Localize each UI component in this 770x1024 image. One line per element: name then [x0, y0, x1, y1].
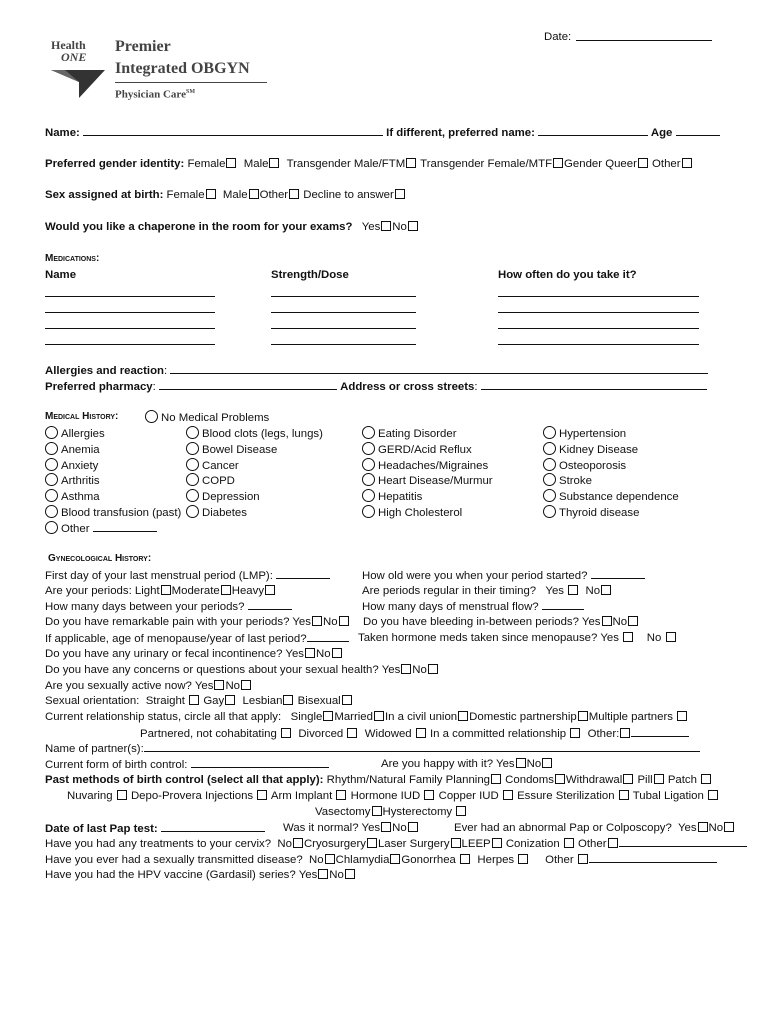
- gender-female-checkbox[interactable]: [226, 158, 236, 168]
- rel-single-checkbox[interactable]: [323, 711, 333, 721]
- cervix-conization-checkbox[interactable]: [564, 838, 574, 848]
- history-substance-dependence[interactable]: Substance dependence: [543, 489, 679, 504]
- days-flow-row: How many days of menstrual flow?: [362, 599, 584, 614]
- radio-icon: [45, 473, 58, 486]
- history-osteoporosis[interactable]: Osteoporosis: [543, 458, 626, 473]
- hormone-no-checkbox[interactable]: [666, 632, 676, 642]
- medical-history-title: Medical History:: [45, 411, 119, 422]
- history-eating-disorder[interactable]: Eating Disorder: [362, 426, 457, 441]
- active-yes-checkbox[interactable]: [214, 680, 224, 690]
- name-field[interactable]: [83, 125, 383, 136]
- flow-moderate-checkbox[interactable]: [221, 585, 231, 595]
- cervix-row: Have you had any treatments to your cervix? No Cryosurgery Laser Surgery LEEP Conization Other: [45, 836, 747, 851]
- method-hormone-iud-checkbox[interactable]: [424, 790, 434, 800]
- pain-yes-checkbox[interactable]: [312, 616, 322, 626]
- med-name-field[interactable]: [45, 296, 215, 297]
- gender-other-checkbox[interactable]: [682, 158, 692, 168]
- regular-yes-checkbox[interactable]: [568, 585, 578, 595]
- med-dose-field[interactable]: [271, 328, 416, 329]
- hormone-yes-checkbox[interactable]: [623, 632, 633, 642]
- radio-icon: [543, 458, 556, 471]
- med-frequency-field[interactable]: [498, 328, 699, 329]
- gyn-history-title: Gynecological History:: [48, 553, 152, 564]
- concerns-no-checkbox[interactable]: [428, 664, 438, 674]
- logo-integrated: Integrated OBGYN: [115, 60, 250, 77]
- rel-other-field[interactable]: [631, 726, 689, 737]
- pap-normal-no-checkbox[interactable]: [408, 822, 418, 832]
- sexual-concerns-row: Do you have any concerns or questions about your sexual health? Yes No: [45, 663, 439, 677]
- allergies-field[interactable]: [170, 363, 708, 374]
- history-heart-disease[interactable]: Heart Disease/Murmur: [362, 473, 493, 488]
- medications-title: Medications:: [45, 253, 100, 264]
- rel-civil-union-checkbox[interactable]: [458, 711, 468, 721]
- hormone-row: Taken hormone meds taken since menopause? Yes No: [358, 631, 677, 645]
- logo-one: ONE: [61, 50, 87, 64]
- med-dose-field[interactable]: [271, 296, 416, 297]
- bleeding-no-checkbox[interactable]: [628, 616, 638, 626]
- logo: [45, 38, 275, 100]
- orientation-straight-checkbox[interactable]: [189, 695, 199, 705]
- radio-icon: [543, 489, 556, 502]
- radio-icon: [145, 410, 158, 423]
- birth-control-field[interactable]: [191, 757, 329, 768]
- radio-icon: [543, 426, 556, 439]
- relationship-row2: Partnered, not cohabitating Divorced Widowed In a committed relationship Other:: [140, 726, 689, 741]
- radio-icon: [543, 442, 556, 455]
- days-between-row: How many days between your periods?: [45, 599, 292, 614]
- rel-divorced-checkbox[interactable]: [347, 728, 357, 738]
- history-depression[interactable]: Depression: [186, 489, 260, 504]
- logo-health: Health: [51, 38, 86, 52]
- logo-premier: Premier: [115, 38, 171, 55]
- rel-multiple-checkbox[interactable]: [677, 711, 687, 721]
- med-frequency-field[interactable]: [498, 312, 699, 313]
- radio-icon: [186, 458, 199, 471]
- incontinence-yes-checkbox[interactable]: [305, 648, 315, 658]
- logo-physician: Physician Care℠: [115, 88, 195, 101]
- history-blood-clots[interactable]: Blood clots (legs, lungs): [186, 426, 323, 441]
- pap-abnormal-row: Ever had an abnormal Pap or Colposcopy? Yes No: [454, 821, 735, 835]
- method-withdrawal-checkbox[interactable]: [623, 774, 633, 784]
- med-col-name: Name: [45, 269, 77, 281]
- med-col-frequency: How often do you take it?: [498, 269, 637, 281]
- regular-row: Are periods regular in their timing? Yes No: [362, 584, 612, 598]
- rel-other-checkbox[interactable]: [620, 728, 630, 738]
- past-methods-row1: Past methods of birth control (select all that apply): Rhythm/Natural Family Planning Condoms Withdrawal Pill Patch: [45, 773, 712, 787]
- cervix-other-field[interactable]: [619, 836, 747, 847]
- radio-icon: [186, 473, 199, 486]
- history-blood-transfusion[interactable]: Blood transfusion (past): [45, 505, 181, 520]
- radio-icon: [543, 473, 556, 486]
- radio-icon: [362, 458, 375, 471]
- history-gerd[interactable]: GERD/Acid Reflux: [362, 442, 472, 457]
- pharmacy-row: Preferred pharmacy: Address or cross streets:: [45, 379, 707, 394]
- med-dose-field[interactable]: [271, 344, 416, 345]
- method-essure-checkbox[interactable]: [619, 790, 629, 800]
- radio-icon: [45, 489, 58, 502]
- radio-icon: [362, 505, 375, 518]
- gender-male-checkbox[interactable]: [269, 158, 279, 168]
- happy-yes-checkbox[interactable]: [516, 758, 526, 768]
- method-implant-checkbox[interactable]: [336, 790, 346, 800]
- pharmacy-field[interactable]: [159, 379, 337, 390]
- history-stroke[interactable]: Stroke: [543, 473, 592, 488]
- lmp-row: First day of your last menstrual period (LMP):: [45, 568, 330, 583]
- method-pill-checkbox[interactable]: [654, 774, 664, 784]
- history-arthritis[interactable]: Arthritis: [45, 473, 100, 488]
- preferred-name-field[interactable]: [538, 125, 648, 136]
- birth-control-row: Current form of birth control:: [45, 757, 329, 772]
- history-thyroid-disease[interactable]: Thyroid disease: [543, 505, 639, 520]
- pap-abnormal-yes-checkbox[interactable]: [698, 822, 708, 832]
- history-other[interactable]: Other: [45, 521, 157, 536]
- radio-icon: [186, 489, 199, 502]
- cervix-other-checkbox[interactable]: [608, 838, 618, 848]
- incontinence-no-checkbox[interactable]: [332, 648, 342, 658]
- std-chlamydia-checkbox[interactable]: [390, 854, 400, 864]
- gender-queer-checkbox[interactable]: [638, 158, 648, 168]
- history-high-cholesterol[interactable]: High Cholesterol: [362, 505, 462, 520]
- rel-married-checkbox[interactable]: [374, 711, 384, 721]
- active-row: Are you sexually active now? Yes No: [45, 679, 252, 693]
- rel-committed-checkbox[interactable]: [570, 728, 580, 738]
- flow-light-checkbox[interactable]: [161, 585, 171, 595]
- history-bowel-disease[interactable]: Bowel Disease: [186, 442, 277, 457]
- method-condoms-checkbox[interactable]: [555, 774, 565, 784]
- radio-icon: [45, 426, 58, 439]
- sex-female-checkbox[interactable]: [206, 189, 216, 199]
- hpv-no-checkbox[interactable]: [345, 869, 355, 879]
- rel-domestic-checkbox[interactable]: [578, 711, 588, 721]
- radio-icon: [362, 473, 375, 486]
- radio-icon: [362, 442, 375, 455]
- past-methods-row2: Nuvaring Depo-Provera Injections Arm Implant Hormone IUD Copper IUD Essure Sterilization Tubal Ligation: [67, 789, 719, 803]
- past-methods-row3: Vasectomy Hysterectomy: [315, 805, 467, 819]
- radio-icon: [186, 426, 199, 439]
- concerns-yes-checkbox[interactable]: [401, 664, 411, 674]
- med-name-field[interactable]: [45, 344, 215, 345]
- pap-abnormal-no-checkbox[interactable]: [724, 822, 734, 832]
- no-medical-problems-option[interactable]: No Medical Problems: [145, 410, 269, 425]
- history-headaches[interactable]: Headaches/Migraines: [362, 458, 488, 473]
- cervix-cryo-checkbox[interactable]: [367, 838, 377, 848]
- radio-icon: [362, 426, 375, 439]
- days-between-field[interactable]: [248, 599, 292, 610]
- history-cancer[interactable]: Cancer: [186, 458, 239, 473]
- name-row: Name: If different, preferred name: Age: [45, 125, 720, 140]
- std-herpes-checkbox[interactable]: [518, 854, 528, 864]
- med-col-dose: Strength/Dose: [271, 269, 349, 281]
- partners-field[interactable]: [144, 741, 700, 752]
- method-hysterectomy-checkbox[interactable]: [456, 806, 466, 816]
- pap-normal-row: Was it normal? Yes No: [283, 821, 419, 835]
- med-name-field[interactable]: [45, 312, 215, 313]
- happy-row: Are you happy with it? Yes No: [381, 757, 553, 771]
- menopause-row: If applicable, age of menopause/year of last period?: [45, 631, 349, 646]
- sex-male-checkbox[interactable]: [249, 189, 259, 199]
- history-hypertension[interactable]: Hypertension: [543, 426, 626, 441]
- std-gonorrhea-checkbox[interactable]: [460, 854, 470, 864]
- sex-other-checkbox[interactable]: [289, 189, 299, 199]
- radio-icon: [45, 521, 58, 534]
- std-other-checkbox[interactable]: [578, 854, 588, 864]
- method-tubal-checkbox[interactable]: [708, 790, 718, 800]
- orientation-lesbian-checkbox[interactable]: [283, 695, 293, 705]
- partners-row: Name of partner(s):: [45, 741, 700, 756]
- history-anxiety[interactable]: Anxiety: [45, 458, 98, 473]
- std-no-checkbox[interactable]: [325, 854, 335, 864]
- cervix-leep-checkbox[interactable]: [492, 838, 502, 848]
- radio-icon: [186, 442, 199, 455]
- address-field[interactable]: [481, 379, 707, 390]
- bleeding-row: Do you have bleeding in-between periods? Yes No: [363, 615, 639, 629]
- bleeding-yes-checkbox[interactable]: [602, 616, 612, 626]
- chaperone-no-checkbox[interactable]: [408, 221, 418, 231]
- radio-icon: [186, 505, 199, 518]
- rel-widowed-checkbox[interactable]: [416, 728, 426, 738]
- orientation-bisexual-checkbox[interactable]: [342, 695, 352, 705]
- lmp-field[interactable]: [276, 568, 330, 579]
- pain-row: Do you have remarkable pain with your periods? Yes No: [45, 615, 350, 629]
- menopause-field[interactable]: [307, 631, 349, 642]
- date-field[interactable]: [576, 40, 712, 41]
- method-nuvaring-checkbox[interactable]: [117, 790, 127, 800]
- orientation-row: Sexual orientation: Straight Gay Lesbian Bisexual: [45, 694, 353, 708]
- age-field[interactable]: [676, 125, 720, 136]
- method-vasectomy-checkbox[interactable]: [372, 806, 382, 816]
- pap-row: Date of last Pap test:: [45, 821, 265, 836]
- std-row: Have you ever had a sexually transmitted disease? No Chlamydia Gonorrhea Herpes Other: [45, 852, 717, 867]
- chaperone-yes-checkbox[interactable]: [381, 221, 391, 231]
- age-started-field[interactable]: [591, 568, 645, 579]
- date-label: Date:: [544, 31, 572, 43]
- history-kidney-disease[interactable]: Kidney Disease: [543, 442, 638, 457]
- sex-row: Sex assigned at birth: Female Male Other Decline to answer: [45, 188, 406, 202]
- relationship-row1: Current relationship status, circle all that apply: Single Married In a civil union Domestic partnership Multiple partners: [45, 710, 688, 724]
- radio-icon: [45, 505, 58, 518]
- history-asthma[interactable]: Asthma: [45, 489, 100, 504]
- hpv-row: Have you had the HPV vaccine (Gardasil) series? Yes No: [45, 868, 356, 882]
- chaperone-row: Would you like a chaperone in the room for your exams? Yes No: [45, 220, 419, 234]
- happy-no-checkbox[interactable]: [542, 758, 552, 768]
- radio-icon: [362, 489, 375, 502]
- orientation-gay-checkbox[interactable]: [225, 695, 235, 705]
- radio-icon: [45, 458, 58, 471]
- method-patch-checkbox[interactable]: [701, 774, 711, 784]
- method-depo-checkbox[interactable]: [257, 790, 267, 800]
- hpv-yes-checkbox[interactable]: [318, 869, 328, 879]
- age-started-row: How old were you when your period started?: [362, 568, 645, 583]
- rel-partnered-checkbox[interactable]: [281, 728, 291, 738]
- incontinence-row: Do you have any urinary or fecal incontinence? Yes No: [45, 647, 343, 661]
- radio-icon: [45, 442, 58, 455]
- flow-heavy-checkbox[interactable]: [265, 585, 275, 595]
- med-frequency-field[interactable]: [498, 344, 699, 345]
- std-other-field[interactable]: [589, 852, 717, 863]
- allergies-row: Allergies and reaction:: [45, 363, 708, 378]
- gender-ftm-checkbox[interactable]: [406, 158, 416, 168]
- gender-row: Preferred gender identity: Female Male Transgender Male/FTM Transgender Female/MTF Gender Queer Other: [45, 157, 693, 171]
- days-flow-field[interactable]: [542, 599, 584, 610]
- pain-no-checkbox[interactable]: [339, 616, 349, 626]
- med-name-field[interactable]: [45, 328, 215, 329]
- med-dose-field[interactable]: [271, 312, 416, 313]
- radio-icon: [543, 505, 556, 518]
- history-copd[interactable]: COPD: [186, 473, 235, 488]
- pap-date-field[interactable]: [161, 821, 265, 832]
- pap-normal-yes-checkbox[interactable]: [381, 822, 391, 832]
- method-copper-iud-checkbox[interactable]: [503, 790, 513, 800]
- med-frequency-field[interactable]: [498, 296, 699, 297]
- active-no-checkbox[interactable]: [241, 680, 251, 690]
- cervix-laser-checkbox[interactable]: [451, 838, 461, 848]
- history-anemia[interactable]: Anemia: [45, 442, 100, 457]
- gender-mtf-checkbox[interactable]: [553, 158, 563, 168]
- history-diabetes[interactable]: Diabetes: [186, 505, 247, 520]
- regular-no-checkbox[interactable]: [601, 585, 611, 595]
- history-other-field[interactable]: [93, 521, 157, 532]
- flow-row: Are your periods: Light Moderate Heavy: [45, 584, 276, 598]
- sex-decline-checkbox[interactable]: [395, 189, 405, 199]
- history-allergies[interactable]: Allergies: [45, 426, 105, 441]
- history-hepatitis[interactable]: Hepatitis: [362, 489, 422, 504]
- method-rhythm-checkbox[interactable]: [491, 774, 501, 784]
- cervix-no-checkbox[interactable]: [293, 838, 303, 848]
